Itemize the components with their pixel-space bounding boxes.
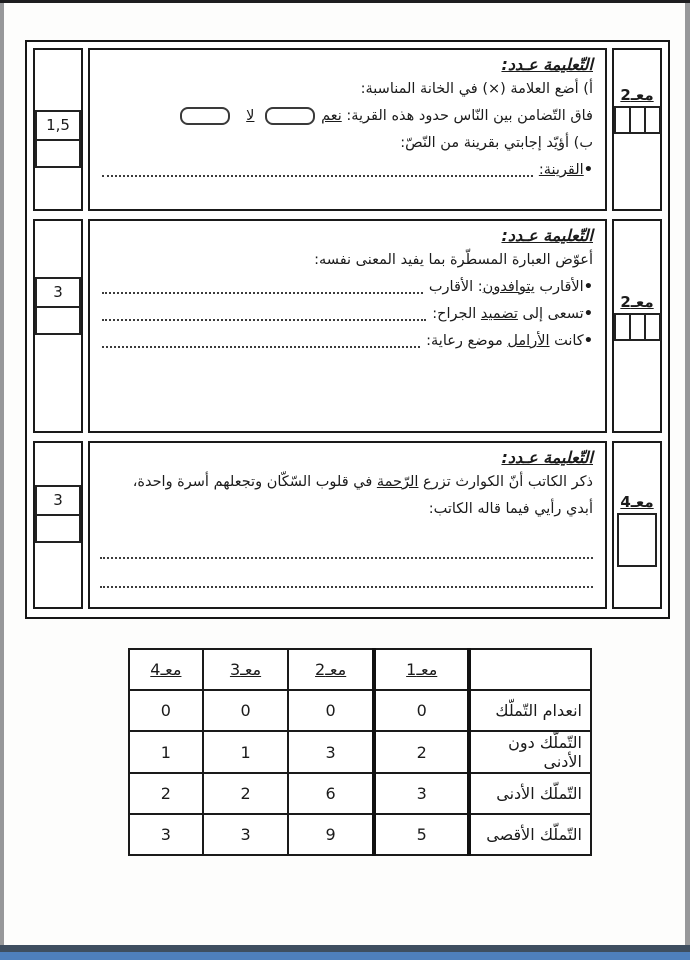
section-1-content <box>88 48 607 211</box>
intro-line: أعوّض العبارة المسطّرة بما يفيد المعنى نفسه: <box>314 252 593 268</box>
score-empty-cell[interactable] <box>37 516 79 541</box>
table-value-cell: 2 <box>129 773 203 814</box>
section-instruction-1 <box>33 48 662 211</box>
score-value: 3 <box>37 279 79 308</box>
item-text <box>429 274 584 301</box>
answer-dotted-line[interactable] <box>102 346 420 348</box>
part-b-line: ب) أؤيّد إجابتي بقرينة من النّصّ: <box>400 135 593 151</box>
table-value-cell: 5 <box>374 814 470 855</box>
section-instruction-3 <box>33 441 662 609</box>
criterion-label: معـ2 <box>620 293 654 311</box>
criterion-cell[interactable] <box>644 108 659 132</box>
item-underlined-word: يتوافدون <box>482 279 535 295</box>
table-value-cell: 2 <box>374 731 470 773</box>
scan-bottom-dark-band <box>0 945 690 952</box>
clue-label: • القرينة: <box>538 162 584 178</box>
table-value-cell: 3 <box>288 731 374 773</box>
table-row-label: التّملّك الأقصى <box>469 814 591 855</box>
table-header-cell <box>288 649 374 690</box>
worksheet-page <box>4 3 685 945</box>
score-empty-cell[interactable] <box>37 141 79 166</box>
table-value-cell: 1 <box>129 731 203 773</box>
table-row-label: التّملّك الأدنى <box>469 773 591 814</box>
score-empty-cell[interactable] <box>37 308 79 333</box>
criterion-mark-cells <box>614 106 661 134</box>
yes-label: نعم <box>321 108 342 124</box>
clue-answer-line <box>100 157 593 184</box>
item-underlined-word: الأرامل <box>507 333 550 349</box>
item-pre: الأقارب <box>534 279 584 295</box>
opinion-prompt-line-2: أبدي رأيي فيما قاله الكاتب: <box>428 501 593 517</box>
score-box <box>35 277 81 335</box>
header-text: معـ3 <box>229 660 262 679</box>
score-box <box>35 485 81 543</box>
instructions-frame <box>25 40 670 619</box>
criterion-cell[interactable] <box>617 513 657 567</box>
item-post: الجراح: <box>432 306 481 322</box>
score-column-3 <box>33 441 83 609</box>
header-text: معـ4 <box>150 660 182 679</box>
table-value-cell: 2 <box>203 773 289 814</box>
replace-item-2 <box>100 301 593 328</box>
replace-item-1 <box>100 274 593 301</box>
table-header-cell <box>374 649 470 690</box>
yes-no-line <box>100 103 593 130</box>
item-text <box>426 328 584 355</box>
table-value-cell: 0 <box>129 690 203 731</box>
table-row <box>129 773 591 814</box>
table-value-cell: 3 <box>203 814 289 855</box>
score-value: 1,5 <box>37 112 79 141</box>
criteria-score-table <box>128 648 592 856</box>
criterion-cell[interactable] <box>629 315 644 339</box>
score-box <box>35 110 81 168</box>
score-value: 3 <box>37 487 79 516</box>
table-corner-cell <box>469 649 591 690</box>
criterion-column-2 <box>612 219 662 433</box>
answer-dotted-line[interactable] <box>102 292 423 294</box>
criterion-label: معـ4 <box>620 493 654 511</box>
section-2-content <box>88 219 607 433</box>
no-label: لا <box>246 108 255 124</box>
header-text: معـ2 <box>315 660 347 679</box>
table-row-label: انعدام التّملّك <box>469 690 591 731</box>
table-header-cell <box>203 649 289 690</box>
table-value-cell: 3 <box>129 814 203 855</box>
criterion-cell[interactable] <box>629 108 644 132</box>
table-value-cell: 0 <box>203 690 289 731</box>
table-value-cell: 6 <box>288 773 374 814</box>
yes-checkbox[interactable] <box>265 107 315 125</box>
item-underlined-word: تضميد <box>480 306 518 322</box>
table-value-cell: 1 <box>203 731 289 773</box>
prompt-pre: ذكر الكاتب أنّ الكوارث تزرع <box>418 474 593 490</box>
answer-dotted-line[interactable] <box>100 562 593 588</box>
criterion-column-1 <box>612 48 662 211</box>
criterion-cell[interactable] <box>616 108 629 132</box>
table-value-cell: 0 <box>288 690 374 731</box>
table-header-row <box>129 649 591 690</box>
item-post: موضع رعاية: <box>426 333 508 349</box>
opinion-prompt-line-1 <box>100 469 593 496</box>
criterion-mark-cells <box>614 313 661 341</box>
table-value-cell: 0 <box>374 690 470 731</box>
score-column-1 <box>33 48 83 211</box>
section-title: التّعليمة عـدد: <box>501 55 593 74</box>
answer-dotted-line[interactable] <box>100 533 593 559</box>
item-pre: كانت <box>549 333 584 349</box>
part-a-line: أ) أضع العلامة (×) في الخانة المناسبة: <box>360 81 593 97</box>
item-post: : الأقارب <box>428 279 483 295</box>
table-row <box>129 690 591 731</box>
section-3-content <box>88 441 607 609</box>
table-value-cell: 3 <box>374 773 470 814</box>
section-title: التّعليمة عـدد: <box>501 448 593 467</box>
table-row <box>129 814 591 855</box>
criterion-cell[interactable] <box>616 315 629 339</box>
score-column-2 <box>33 219 83 433</box>
statement-text: فاق التّضامن بين النّاس حدود هذه القرية: <box>346 108 593 124</box>
replace-item-3 <box>100 328 593 355</box>
criterion-label: معـ2 <box>620 86 654 104</box>
section-title: التّعليمة عـدد: <box>501 226 593 245</box>
item-text <box>432 301 584 328</box>
criterion-column-3 <box>612 441 662 609</box>
answer-dotted-line[interactable] <box>102 175 533 177</box>
item-pre: تسعى إلى <box>517 306 584 322</box>
criterion-cell[interactable] <box>644 315 659 339</box>
table-header-cell <box>129 649 203 690</box>
table-value-cell: 9 <box>288 814 374 855</box>
section-instruction-2 <box>33 219 662 433</box>
scan-bottom-blue-band <box>0 952 690 960</box>
no-checkbox[interactable] <box>180 107 230 125</box>
table-row-label: التّملّك دون الأدنى <box>469 731 591 773</box>
prompt-post: في قلوب السّكّان وتجعلهم أسرة واحدة، <box>132 474 377 490</box>
answer-dotted-line[interactable] <box>102 319 426 321</box>
header-text: معـ1 <box>406 660 438 679</box>
table-row <box>129 731 591 773</box>
prompt-underlined-word: الرّحمة <box>376 474 419 490</box>
